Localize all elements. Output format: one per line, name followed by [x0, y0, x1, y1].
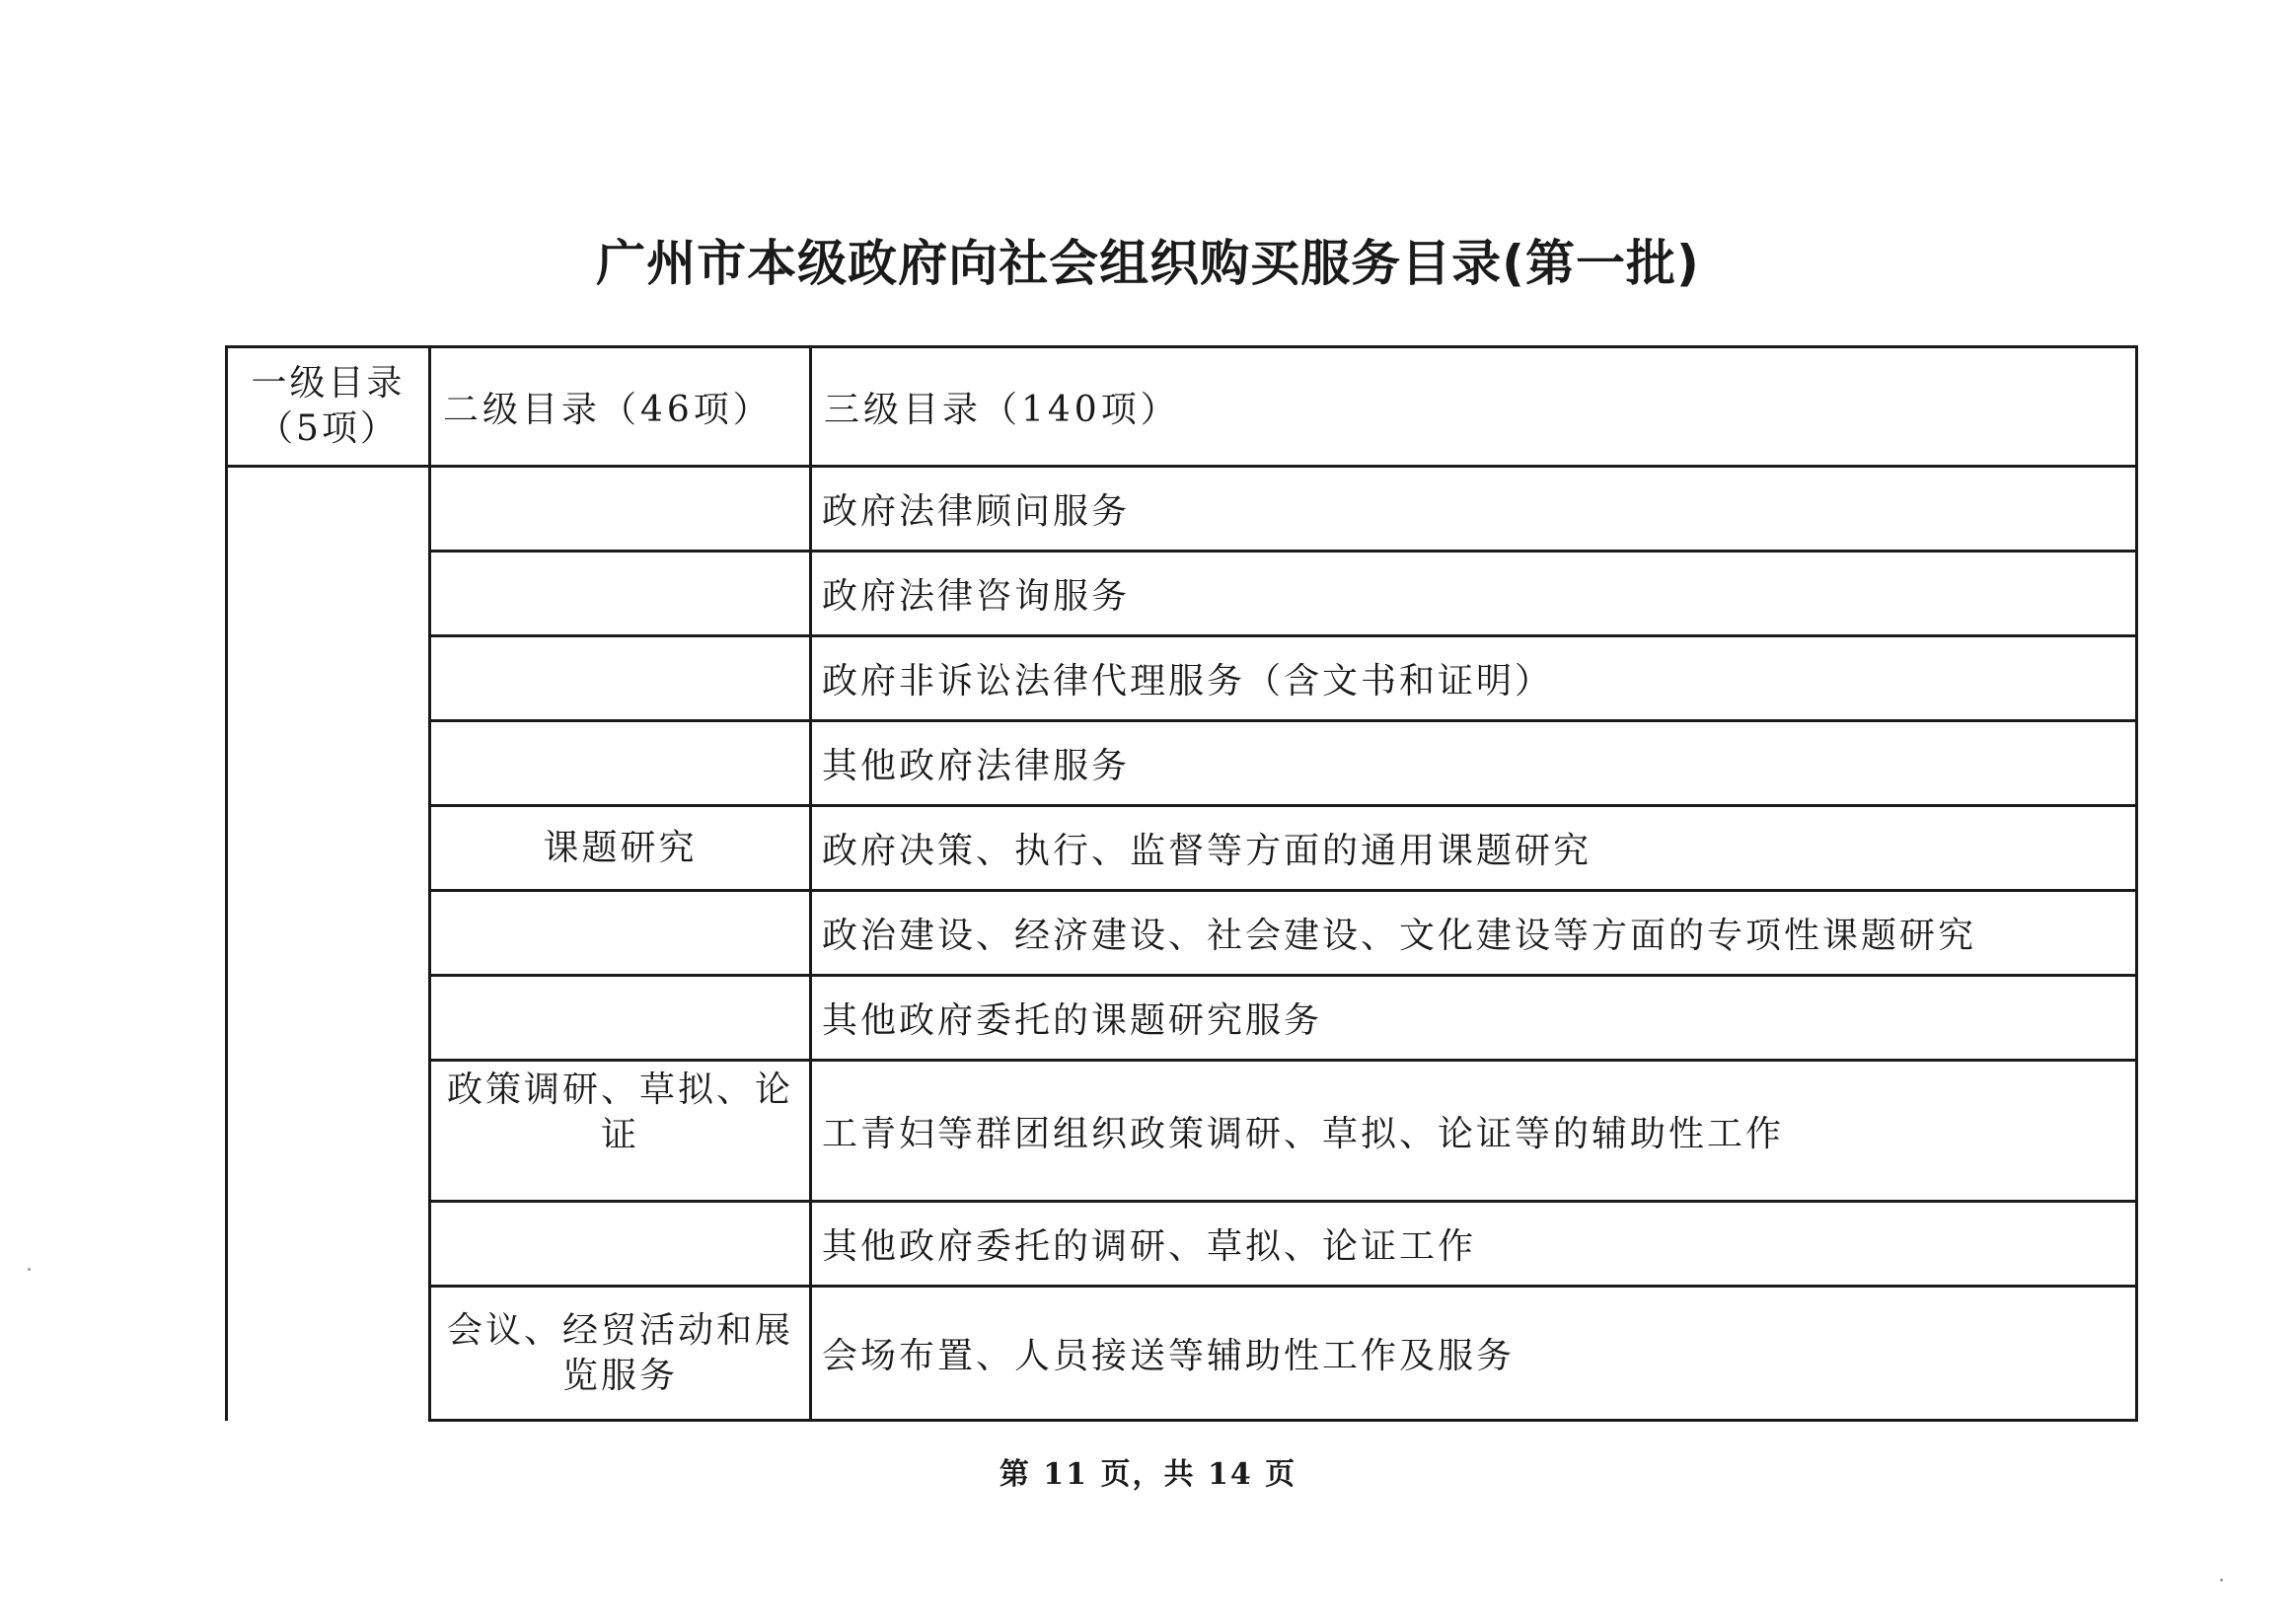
level3-cell: 政府法律顾问服务 — [811, 467, 2137, 552]
header-level2: 二级目录（46项） — [430, 347, 811, 467]
page-footer: 第 11 页，共 14 页 — [999, 1457, 1297, 1492]
level3-cell: 其他政府法律服务 — [811, 721, 2137, 806]
page-title: 广州市本级政府向社会组织购买服务目录(第一批) — [596, 235, 1700, 292]
table-row — [227, 1202, 2137, 1287]
table-row — [227, 636, 2137, 721]
level3-cell: 其他政府委托的调研、草拟、论证工作 — [811, 1202, 2137, 1287]
level2-cell — [430, 721, 811, 806]
level2-cell: 课题研究 — [430, 806, 811, 891]
catalog-table — [225, 345, 2138, 1422]
level2-cell — [430, 636, 811, 721]
table-row — [227, 1287, 2137, 1421]
header-level1: 一级目录（5项） — [227, 347, 430, 467]
level3-cell: 政府决策、执行、监督等方面的通用课题研究 — [811, 806, 2137, 891]
level2-cell — [430, 1202, 811, 1287]
level1-cell — [227, 467, 430, 1421]
table-row — [227, 552, 2137, 636]
level3-cell: 政府法律咨询服务 — [811, 552, 2137, 636]
scan-speck — [28, 1268, 31, 1271]
level2-cell — [430, 467, 811, 552]
level3-cell: 政治建设、经济建设、社会建设、文化建设等方面的专项性课题研究 — [811, 891, 2137, 976]
scan-speck — [2220, 1579, 2223, 1582]
level2-cell — [430, 891, 811, 976]
table-row — [227, 806, 2137, 891]
table-row — [227, 891, 2137, 976]
table-row — [227, 1061, 2137, 1202]
level3-cell: 会场布置、人员接送等辅助性工作及服务 — [811, 1287, 2137, 1421]
level3-cell: 工青妇等群团组织政策调研、草拟、论证等的辅助性工作 — [811, 1061, 2137, 1202]
level3-cell: 其他政府委托的课题研究服务 — [811, 976, 2137, 1061]
level2-cell — [430, 552, 811, 636]
table-row — [227, 467, 2137, 552]
table-row — [227, 721, 2137, 806]
table-header-row — [227, 347, 2137, 467]
header-level3: 三级目录（140项） — [811, 347, 2137, 467]
level3-cell: 政府非诉讼法律代理服务（含文书和证明） — [811, 636, 2137, 721]
level2-cell: 政策调研、草拟、论证 — [430, 1061, 811, 1202]
table-row — [227, 976, 2137, 1061]
level2-cell: 会议、经贸活动和展览服务 — [430, 1287, 811, 1421]
level2-cell — [430, 976, 811, 1061]
